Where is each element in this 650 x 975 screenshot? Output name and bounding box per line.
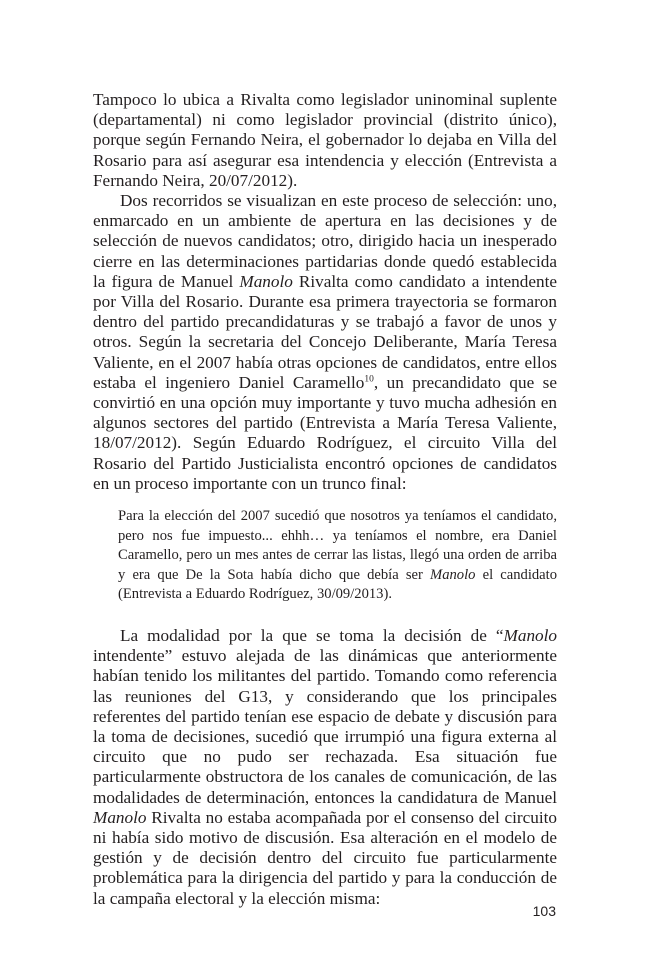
paragraph-2-text-d: , un precandidato que se convirtió en una opción muy importante y tuvo mucha adhesión en algunos sectores del partido (Entrevista a María Teresa Valiente, 18/07/2012). Según Eduardo Rodríguez, el circuito Villa del Rosario del Partido Justicialista encontró opciones de candidatos en un proceso importante con un trunco final: — [93, 372, 557, 493]
quote-text-c: el candidato (Entrevista a Eduardo Rodríguez, 30/09/2013). — [118, 566, 557, 603]
page-body — [93, 90, 557, 909]
quote-text-a: Para la elección del 2007 sucedió que nosotros ya teníamos el candidato, pero nos fue impuesto... ehhh… ya teníamos el nombre, era Daniel Caramello, pero un mes antes de cerrar las listas, llegó una orden de arriba y era que De la Sota había dicho que debía ser — [118, 508, 557, 583]
paragraph-2-italic-manolo: Manolo — [239, 271, 293, 291]
paragraph-3-text-c: intendente” estuvo alejada de las dinámicas que anteriormente habían tenido los militantes del partido. Tomando como referencia las reuniones del G13, y considerando que los principales referentes del partido tenían ese espacio de debate y discusión para la toma de decisiones, sucedió que irrumpió una figura externa al circuito que no pudo ser rechazada. Esa situación fue particularmente obstructora de los canales de comunicación, de las modalidades de determinación, entonces la candidatura de Manuel — [93, 646, 557, 807]
paragraph-1: Tampoco lo ubica a Rivalta como legislador uninominal suplente (departamental) ni como legislador provincial (distrito único), porque según Fernando Neira, el gobernador lo dejaba en Villa del Rosario para así asegurar esa intendencia y elección (Entrevista a Fernando Neira, 20/07/2012). — [93, 90, 557, 190]
page-number: 103 — [532, 903, 556, 919]
quote-italic-manolo: Manolo — [430, 566, 476, 583]
paragraph-3-italic-manolo-2: Manolo — [93, 807, 147, 827]
footnote-ref-10[interactable]: 10 — [364, 374, 374, 385]
paragraph-2-text-c: Rivalta como candidato a intendente por Villa del Rosario. Durante esa primera trayectoria se formaron dentro del partido precandidaturas y se trabajó a favor de unos y otros. Según la secretaria del Concejo Deliberante, María Teresa Valiente, en el 2007 había otras opciones de candidatos, entre ellos estaba el ingeniero Daniel Caramello — [93, 271, 557, 392]
paragraph-3-text-e: Rivalta no estaba acompañada por el consenso del circuito ni había sido motivo de discusión. Esa alteración en el modelo de gestión y de decisión dentro del circuito fue particularmente problemática para la dirigencia del partido y para la conducción de la campaña electoral y la elección misma: — [93, 807, 557, 908]
paragraph-3-text-a: La modalidad por la que se toma la decisión de “ — [120, 626, 504, 646]
paragraph-3 — [93, 626, 557, 909]
paragraph-2 — [93, 191, 557, 494]
paragraph-3-italic-manolo: Manolo — [503, 626, 557, 646]
paragraph-2-text-a: Dos recorridos se visualizan en este proceso de selección: uno, enmarcado en un ambiente de apertura en las decisiones y de selección de nuevos candidatos; otro, dirigido hacia un inesperado cierre en las determinaciones partidarias donde quedó establecida la figura de Manuel — [93, 191, 557, 291]
block-quote — [118, 507, 557, 605]
